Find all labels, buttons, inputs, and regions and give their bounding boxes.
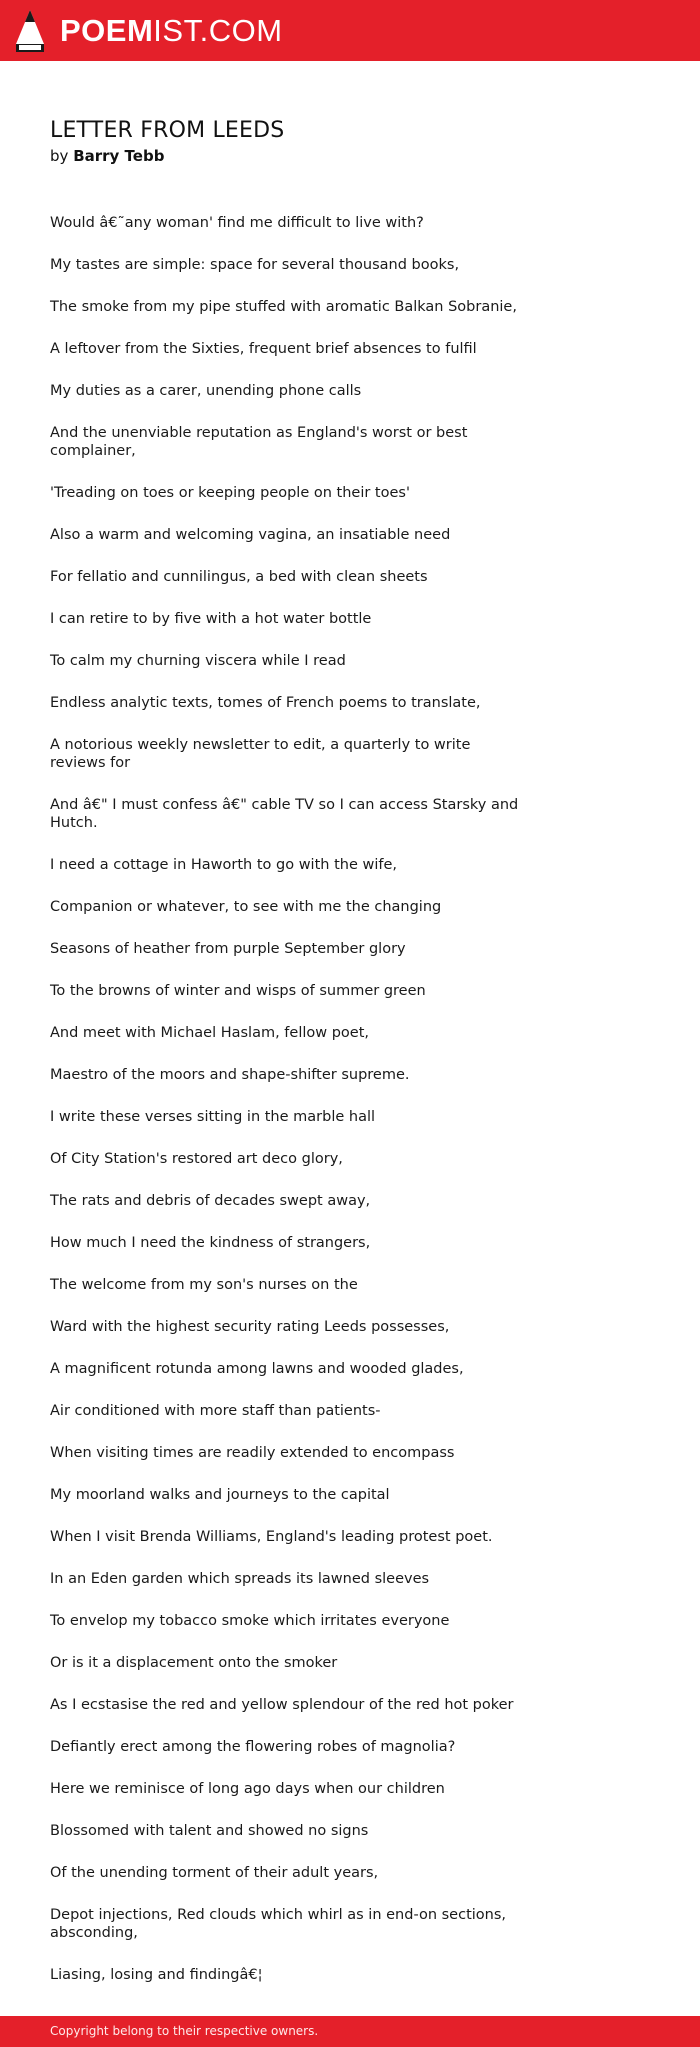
poem-line: Seasons of heather from purple September glory xyxy=(50,941,406,957)
poem-line: To envelop my tobacco smoke which irritates everyone xyxy=(50,1613,450,1629)
poem-line: Blossomed with talent and showed no signs xyxy=(50,1823,369,1839)
logo-bold-text: POEM xyxy=(60,13,154,48)
logo-light-text: IST.COM xyxy=(153,13,283,48)
poem-line: Ward with the highest security rating Leeds possesses, xyxy=(50,1319,450,1335)
site-header xyxy=(0,0,700,61)
poem-title: LETTER FROM LEEDS xyxy=(50,118,285,143)
poem-line: I need a cottage in Haworth to go with the wife, xyxy=(50,857,398,873)
poem-line: A notorious weekly newsletter to edit, a quarterly to write reviews for xyxy=(50,737,471,771)
poem-line: Companion or whatever, to see with me the changing xyxy=(50,899,442,915)
poem-line: How much I need the kindness of strangers, xyxy=(50,1235,371,1251)
poem-line: Maestro of the moors and shape-shifter supreme. xyxy=(50,1067,410,1083)
poem-line: As I ecstasise the red and yellow splendour of the red hot poker xyxy=(50,1697,514,1713)
poem-line: Of the unending torment of their adult years, xyxy=(50,1865,379,1881)
poem-line: I can retire to by five with a hot water bottle xyxy=(50,611,372,627)
poem-content xyxy=(50,116,650,2008)
poem-line: When visiting times are readily extended to encompass xyxy=(50,1445,455,1461)
poem-line: The rats and debris of decades swept away, xyxy=(50,1193,371,1209)
poem-line: A magnificent rotunda among lawns and wooded glades, xyxy=(50,1361,464,1377)
site-logo[interactable] xyxy=(16,10,283,52)
copyright-text: Copyright belong to their respective owners. xyxy=(50,2024,319,2038)
poem-line: And â€" I must confess â€" cable TV so I can access Starsky and Hutch. xyxy=(50,797,519,831)
poem-line: Also a warm and welcoming vagina, an insatiable need xyxy=(50,527,451,543)
site-footer xyxy=(0,2016,700,2047)
poem-line: In an Eden garden which spreads its lawned sleeves xyxy=(50,1571,430,1587)
poem-line: A leftover from the Sixties, frequent brief absences to fulfil xyxy=(50,341,477,357)
poem-line: Here we reminisce of long ago days when our children xyxy=(50,1781,445,1797)
poem-body xyxy=(50,214,650,1984)
poem-line: My moorland walks and journeys to the capital xyxy=(50,1487,390,1503)
poem-byline xyxy=(50,146,650,166)
poem-line: Or is it a displacement onto the smoker xyxy=(50,1655,338,1671)
poem-line: To the browns of winter and wisps of summer green xyxy=(50,983,426,999)
poem-line: Liasing, losing and findingâ€¦ xyxy=(50,1967,263,1983)
poem-line: The smoke from my pipe stuffed with aromatic Balkan Sobranie, xyxy=(50,299,517,315)
poem-line: My duties as a carer, unending phone calls xyxy=(50,383,362,399)
poem-line: Defiantly erect among the flowering robes of magnolia? xyxy=(50,1739,456,1755)
poem-line: 'Treading on toes or keeping people on their toes' xyxy=(50,485,410,501)
poem-line: To calm my churning viscera while I read xyxy=(50,653,346,669)
poem-line: My tastes are simple: space for several thousand books, xyxy=(50,257,460,273)
by-label: by xyxy=(50,147,69,165)
poem-line: Would â€˜any woman' find me difficult to live with? xyxy=(50,215,424,231)
poem-line: Depot injections, Red clouds which whirl as in end-on sections, absconding, xyxy=(50,1907,507,1941)
poem-line: The welcome from my son's nurses on the xyxy=(50,1277,358,1293)
poem-line: And the unenviable reputation as England's worst or best complainer, xyxy=(50,425,468,459)
poem-author: Barry Tebb xyxy=(73,147,165,165)
poem-line: Of City Station's restored art deco glory, xyxy=(50,1151,343,1167)
logo-wordmark xyxy=(60,10,283,52)
poem-line: Endless analytic texts, tomes of French poems to translate, xyxy=(50,695,481,711)
poem-line: And meet with Michael Haslam, fellow poet, xyxy=(50,1025,370,1041)
poem-line: Air conditioned with more staff than patients- xyxy=(50,1403,381,1419)
poem-line: I write these verses sitting in the marble hall xyxy=(50,1109,376,1125)
poem-line: When I visit Brenda Williams, England's leading protest poet. xyxy=(50,1529,493,1545)
pencil-icon xyxy=(16,10,44,52)
poem-line: For fellatio and cunnilingus, a bed with clean sheets xyxy=(50,569,428,585)
